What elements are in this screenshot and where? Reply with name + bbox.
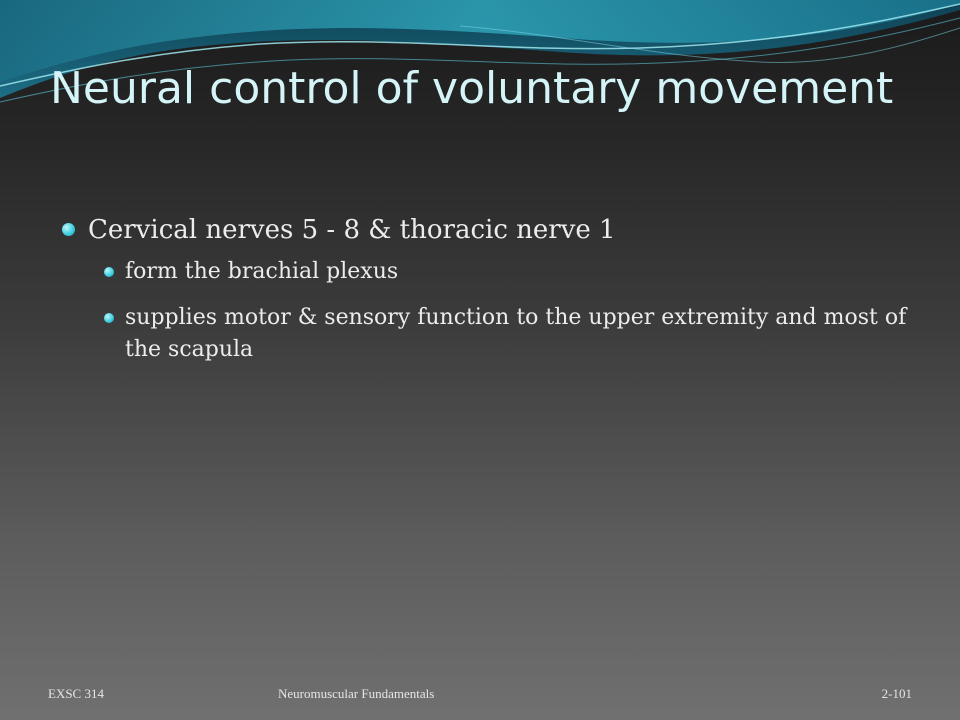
footer-course-code: EXSC 314 <box>48 686 104 701</box>
sub-bullet-item <box>88 256 910 288</box>
sub-bullet-text: supplies motor & sensory function to the upper extremity and most of the scapula <box>125 305 907 362</box>
footer-course-title: Neuromuscular Fundamentals <box>278 686 435 701</box>
sub-bullet-item <box>88 302 910 366</box>
sub-bullet-dot-icon <box>104 313 114 323</box>
bullet-text: Cervical nerves 5 - 8 & thoracic nerve 1 <box>88 215 616 245</box>
slide-title: Neural control of voluntary movement <box>50 63 894 114</box>
sub-bullet-dot-icon <box>104 267 114 277</box>
footer-slide-number: 2-101 <box>881 686 912 701</box>
sub-bullet-list <box>88 256 910 366</box>
bullet-dot-icon <box>62 223 75 236</box>
sub-bullet-text: form the brachial plexus <box>125 259 399 284</box>
bullet-item <box>60 208 910 366</box>
bullet-list <box>60 208 910 380</box>
